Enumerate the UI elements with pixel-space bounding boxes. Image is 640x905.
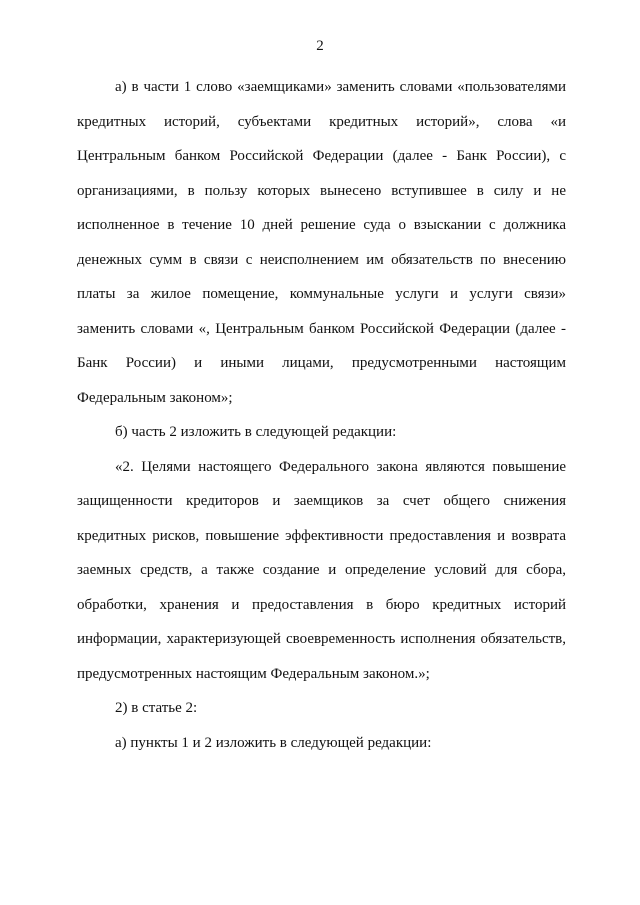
- page-number: 2: [316, 38, 324, 54]
- document-body: [77, 70, 566, 760]
- paragraph-amendment-part-1: а) в части 1 слово «заемщиками» заменить словами «пользователями кредитных историй, субъектами кредитных историй», слова «и Центральным банком Российской Федерации (далее - Банк России), с организациями, в пользу которых вынесено вступившее в силу и не исполненное в течение 10 дней решение суда о взыскании с должника денежных сумм в связи с неисполнением им обязательств по внесению платы за жилое помещение, коммунальные услуги и услуги связи» заменить словами «, Центральным банком Российской Федерации (далее - Банк России) и иными лицами, предусмотренными настоящим Федеральным законом»;: [77, 79, 566, 406]
- paragraph-part-2-heading: б) часть 2 изложить в следующей редакции:: [115, 424, 397, 440]
- paragraph-points-1-2: а) пункты 1 и 2 изложить в следующей редакции:: [115, 734, 432, 751]
- paragraph-article-2: 2) в статье 2:: [115, 700, 198, 716]
- paragraph-part-2-text: «2. Целями настоящего Федерального закона являются повышение защищенности кредиторов и заемщиков за счет общего снижения кредитных рисков, повышение эффективности предоставления и возврата заемных средств, а также создание и определение условий для сбора, обработки, хранения и предоставления в бюро кредитных историй информации, характеризующей своевременность исполнения обязательств, предусмотренных настоящим Федеральным законом.»;: [77, 458, 566, 682]
